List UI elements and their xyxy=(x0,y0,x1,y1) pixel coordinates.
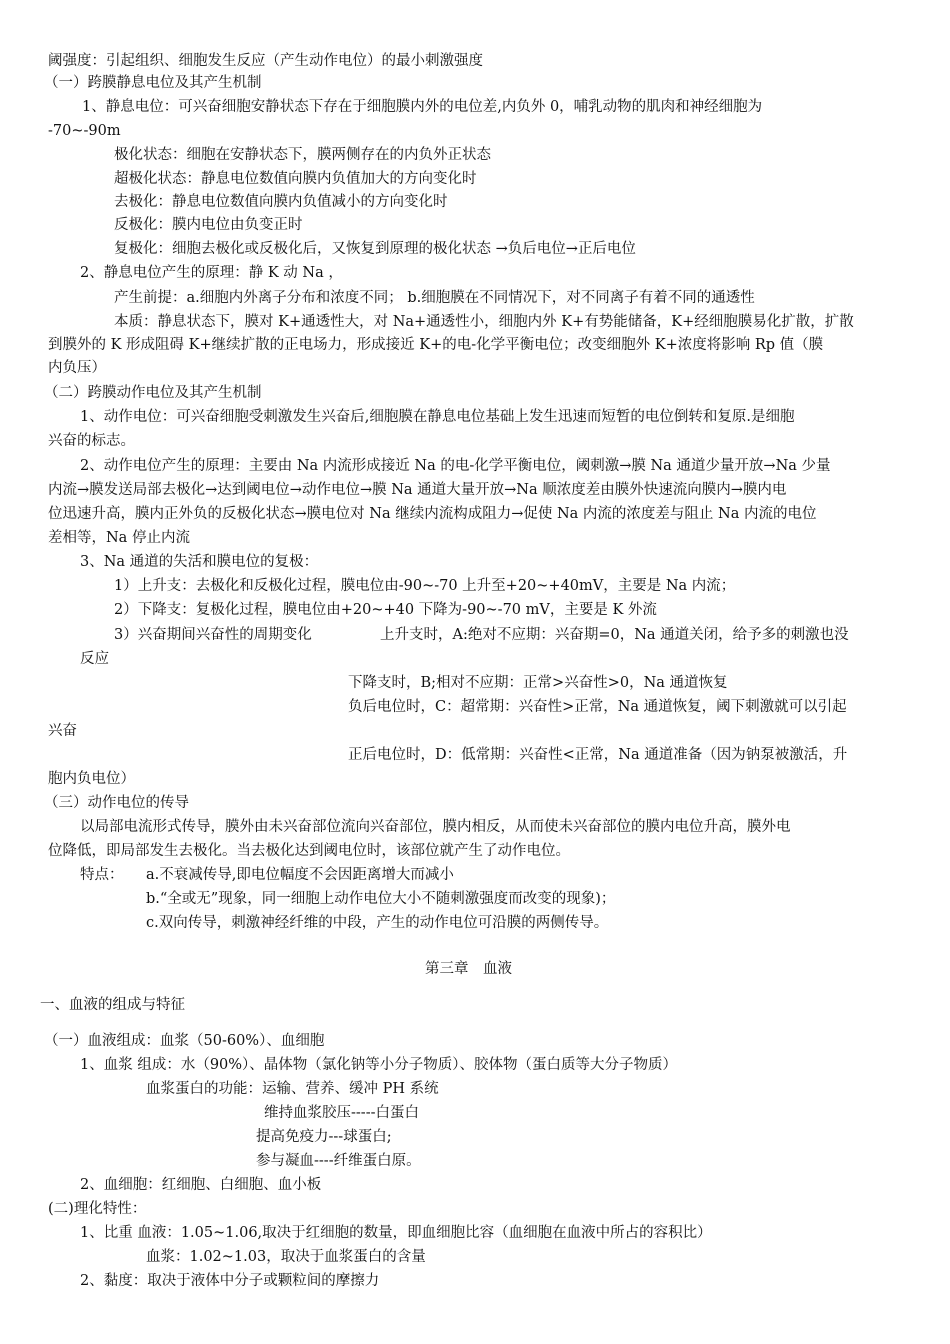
text-line: 产生前提：a.细胞内外离子分布和浓度不同； b.细胞膜在不同情况下，对不同离子有着不同的通透性 xyxy=(114,290,755,306)
text-line: 1、比重 血液：1.05~1.06,取决于红细胞的数量，即血细胞比容（血细胞在血液中所占的容积比） xyxy=(80,1225,712,1241)
text-line: 维持血浆胶压-----白蛋白 xyxy=(264,1105,419,1121)
text-line: 1、静息电位：可兴奋细胞安静状态下存在于细胞膜内外的电位差,内负外 0，哺乳动物的肌肉和神经细胞为 xyxy=(82,99,763,115)
text-line: 2、动作电位产生的原理：主要由 Na 内流形成接近 Na 的电-化学平衡电位，阈刺激→膜 Na 通道少量开放→Na 少量 xyxy=(80,458,831,474)
text-line: 阈强度：引起组织、细胞发生反应（产生动作电位）的最小刺激强度 xyxy=(48,53,483,69)
text-line: 胞内负电位） xyxy=(48,771,135,787)
text-line: 反应 xyxy=(80,651,109,667)
text-line: 特点： xyxy=(80,867,124,883)
text-line: 2、黏度：取决于液体中分子或颗粒间的摩擦力 xyxy=(80,1273,380,1289)
text-line: b.“全或无”现象，同一细胞上动作电位大小不随刺激强度而改变的现象)； xyxy=(146,891,616,907)
text-line: 2、血细胞：红细胞、白细胞、血小板 xyxy=(80,1177,322,1193)
text-line: 3、Na 通道的失活和膜电位的复极： xyxy=(80,554,319,570)
text-line: c.双向传导，刺激神经纤维的中段，产生的动作电位可沿膜的两侧传导。 xyxy=(146,915,609,931)
text-line: 超极化状态：静息电位数值向膜内负值加大的方向变化时 xyxy=(114,171,477,187)
text-line: 位迅速升高，膜内正外负的反极化状态→膜电位对 Na 继续内流构成阻力→促使 Na 内流的浓度差与阻止 Na 内流的电位 xyxy=(48,506,817,522)
text-line: 到膜外的 K 形成阻碍 K+继续扩散的正电场力，形成接近 K+的电-化学平衡电位；改变细胞外 K+浓度将影响 Rp 值（膜 xyxy=(48,337,824,353)
text-line: 1）上升支：去极化和反极化过程，膜电位由-90~-70 上升至+20~+40mV，主要是 Na 内流； xyxy=(114,578,736,594)
chapter-title: 第三章 血液 xyxy=(425,961,512,977)
text-line: 内流→膜发送局部去极化→达到阈电位→动作电位→膜 Na 通道大量开放→Na 顺浓度差由膜外快速流向膜内→膜内电 xyxy=(48,482,787,498)
text-line: a.不衰减传导,即电位幅度不会因距离增大而减小 xyxy=(146,867,454,883)
text-line: 复极化：细胞去极化或反极化后，又恢复到原理的极化状态 →负后电位→正后电位 xyxy=(114,241,636,257)
text-line: 1、动作电位：可兴奋细胞受刺激发生兴奋后,细胞膜在静息电位基础上发生迅速而短暂的电位倒转和复原.是细胞 xyxy=(80,409,795,425)
text-line: 血浆：1.02~1.03，取决于血浆蛋白的含量 xyxy=(146,1249,426,1265)
text-line: 本质：静息状态下，膜对 K+通透性大，对 Na+通透性小，细胞内外 K+有势能储备，K+经细胞膜易化扩散，扩散 xyxy=(114,314,854,330)
text-line: 血浆蛋白的功能：运输、营养、缓冲 PH 系统 xyxy=(146,1081,439,1097)
text-line: 内负压） xyxy=(48,360,106,376)
text-line: 下降支时，B;相对不应期：正常>兴奋性>0，Na 通道恢复 xyxy=(348,675,728,691)
section-heading: （一）跨膜静息电位及其产生机制 xyxy=(44,75,262,91)
text-line: 位降低，即局部发生去极化。当去极化达到阈电位时，该部位就产生了动作电位。 xyxy=(48,843,570,859)
text-line: 正后电位时，D：低常期：兴奋性<正常，Na 通道准备（因为钠泵被激活，升 xyxy=(348,747,848,763)
text-line: 去极化：静息电位数值向膜内负值减小的方向变化时 xyxy=(114,194,448,210)
section-heading: 一、血液的组成与特征 xyxy=(40,997,185,1013)
text-line: -70~-90m xyxy=(48,123,121,139)
text-line: 极化状态：细胞在安静状态下，膜两侧存在的内负外正状态 xyxy=(114,147,491,163)
text-line: 2）下降支：复极化过程，膜电位由+20~+40 下降为-90~-70 mV，主要是 K 外流 xyxy=(114,602,657,618)
text-line: 以局部电流形式传导，膜外由未兴奋部位流向兴奋部位，膜内相反，从而使未兴奋部位的膜内电位升高，膜外电 xyxy=(80,819,791,835)
section-heading: （二）跨膜动作电位及其产生机制 xyxy=(44,385,262,401)
text-line: 3）兴奋期间兴奋性的周期变化 xyxy=(114,627,312,643)
text-line: 1、血浆 组成：水（90%）、晶体物（氯化钠等小分子物质）、胶体物（蛋白质等大分子物质） xyxy=(80,1057,678,1073)
text-line: 兴奋 xyxy=(48,723,77,739)
section-heading: （一）血液组成：血浆（50-60%）、血细胞 xyxy=(44,1033,325,1049)
text-line: 2、静息电位产生的原理：静 K 动 Na ， xyxy=(80,265,343,281)
text-line: 兴奋的标志。 xyxy=(48,433,135,449)
text-line: 负后电位时，C：超常期：兴奋性>正常，Na 通道恢复，阈下刺激就可以引起 xyxy=(348,699,847,715)
section-heading: （三）动作电位的传导 xyxy=(44,795,189,811)
text-line: 提高免疫力---球蛋白; xyxy=(256,1129,392,1145)
section-heading: (二)理化特性： xyxy=(48,1201,147,1217)
text-line: 上升支时，A:绝对不应期：兴奋期=0，Na 通道关闭，给予多的刺激也没 xyxy=(380,627,849,643)
text-line: 差相等，Na 停止内流 xyxy=(48,530,190,546)
text-line: 参与凝血----纤维蛋白原。 xyxy=(256,1153,421,1169)
text-line: 反极化：膜内电位由负变正时 xyxy=(114,217,303,233)
